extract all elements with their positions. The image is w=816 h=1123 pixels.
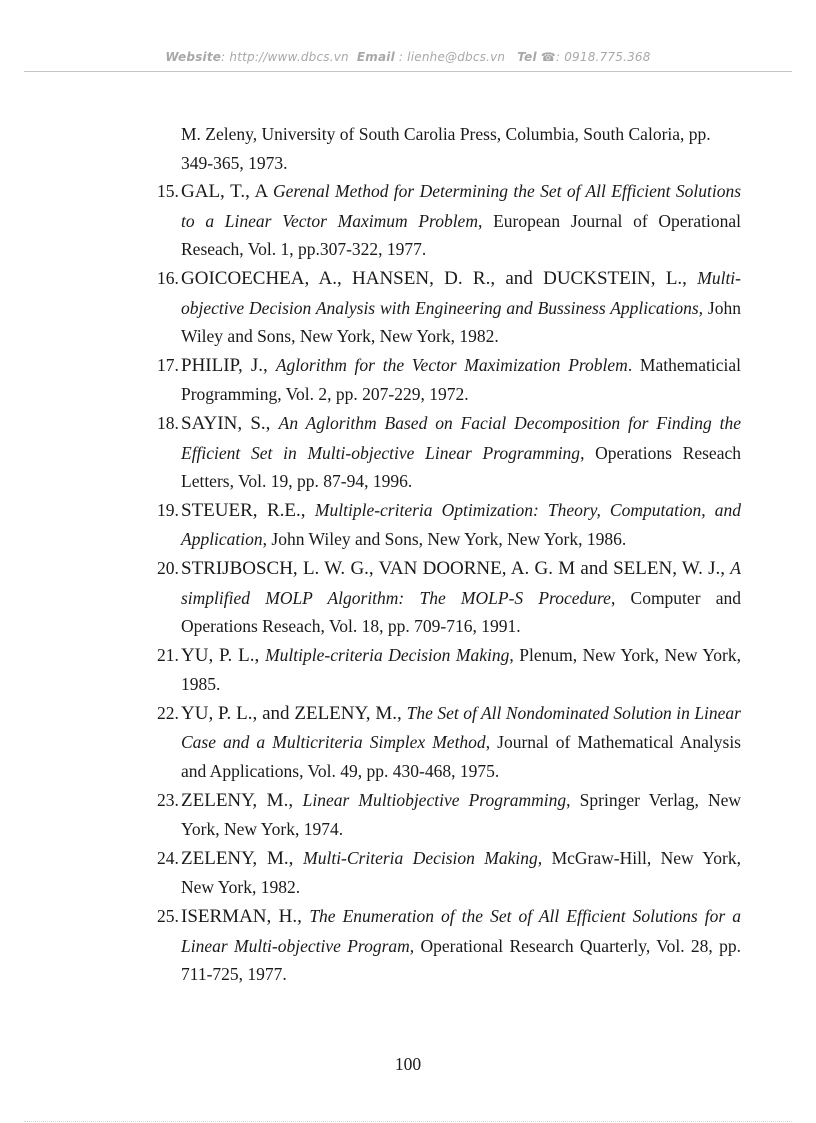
reference-details: , John Wiley and Sons, New York, New York, 1986. (262, 529, 627, 550)
reference-item (0, 264, 741, 351)
reference-authors: ISERMAN, H., (181, 906, 310, 928)
reference-authors: GOICOECHEA, A., HANSEN, D. R., and DUCKSTEIN, L., (181, 267, 698, 289)
reference-number: 17. (157, 354, 179, 375)
reference-title: Multi-Criteria Decision Making, (303, 847, 543, 868)
website-value: : http://www.dbcs.vn (221, 50, 349, 64)
reference-number: 19. (157, 499, 179, 520)
reference-title: Multiple-criteria Optimization: Theory, Computation, and Application (181, 499, 741, 550)
reference-title: The Enumeration of the Set of All Efficient Solutions for a Linear Multi-objective Program, (181, 906, 741, 956)
reference-number: 24. (157, 847, 179, 868)
reference-number: 20. (157, 557, 179, 578)
reference-item (0, 844, 741, 902)
reference-title: Linear Multiobjective Programming (302, 789, 567, 810)
reference-authors: GAL, T., A (181, 181, 273, 203)
reference-authors: ZELENY, M., (181, 789, 303, 811)
reference-details: , Journal of Mathematical Analysis and Applications, Vol. 49, pp. 430-468, 1975. (181, 732, 741, 782)
reference-number: 22. (157, 702, 179, 723)
reference-details: , Computer and Operations Reseach, Vol. 18, pp. 709-716, 1991. (181, 587, 741, 637)
reference-item (0, 554, 741, 641)
reference-number: 21. (157, 644, 179, 665)
reference-authors: STEUER, R.E., (181, 499, 315, 521)
reference-number: 16. (157, 267, 179, 288)
reference-item (0, 409, 741, 496)
reference-details: , Plenum, New York, New York, 1985. (181, 644, 742, 695)
tel-label: Tel (517, 50, 537, 64)
header-divider (24, 71, 792, 72)
reference-authors: PHILIP, J., (181, 354, 276, 376)
reference-authors: STRIJBOSCH, L. W. G., VAN DOORNE, A. G. M and SELEN, W. J., (181, 557, 731, 579)
reference-number: 18. (157, 412, 179, 433)
reference-title: Multiple-criteria Decision Making (265, 644, 510, 665)
reference-item (0, 351, 741, 409)
reference-details: . Mathematicial Programming, Vol. 2, pp. 207-229, 1972. (181, 354, 741, 405)
reference-item (0, 902, 741, 989)
email-label: Email (356, 50, 395, 64)
phone-icon: ☎ (540, 50, 556, 64)
reference-number: 23. (157, 789, 179, 810)
reference-authors: SAYIN, S., (181, 412, 279, 434)
reference-details: John Wiley and Sons, New York, New York, 1982. (181, 297, 741, 347)
reference-title: Multi-objective Decision Analysis with Engineering and Bussiness Applications, (181, 267, 741, 318)
page-header (0, 50, 816, 64)
website-label: Website (165, 50, 222, 64)
reference-title: The Set of All Nondominated Solution in Linear Case and a Multicriteria Simplex Method (181, 702, 741, 753)
reference-details: McGraw-Hill, New York, New York, 1982. (181, 847, 742, 898)
footer-divider (24, 1121, 792, 1122)
reference-title: A simplified MOLP Algorithm: The MOLP-S Procedure (181, 557, 741, 608)
page-number: 100 (394, 1054, 422, 1074)
reference-title: An Aglorithm Based on Facial Decomposition for Finding the Efficient Set in Multi-objective Linear Programming (181, 412, 742, 463)
reference-authors: ZELENY, M., (181, 847, 304, 869)
reference-item (0, 699, 741, 786)
reference-list (0, 120, 816, 989)
reference-authors: YU, P. L., (181, 644, 266, 666)
reference-title: Aglorithm for the Vector Maximization Problem (275, 354, 628, 375)
tel-value: : 0918.775.368 (555, 50, 651, 64)
reference-item (0, 786, 741, 844)
reference-authors: YU, P. L., and ZELENY, M., (181, 702, 407, 724)
reference-item (0, 641, 741, 699)
email-value: : lienhe@dbcs.vn (398, 50, 506, 64)
reference-item (0, 496, 741, 554)
reference-details: , Springer Verlag, New York, New York, 1974. (181, 789, 742, 840)
reference-title: Gerenal Method for Determining the Set of All Efficient Solutions to a Linear Vector Maximum Problem (181, 181, 742, 231)
reference-continuation: M. Zeleny, University of South Carolia Press, Columbia, South Caloria, pp. 349-365, 1973. (181, 124, 711, 173)
reference-number: 15. (157, 181, 179, 202)
reference-number: 25. (157, 906, 179, 927)
reference-details: , Operations Reseach Letters, Vol. 19, pp. 87-94, 1996. (181, 442, 741, 492)
reference-item (0, 177, 741, 264)
reference-details: Operational Research Quarterly, Vol. 28, pp. 711-725, 1977. (181, 935, 742, 985)
reference-details: , European Journal of Operational Reseach, Vol. 1, pp.307-322, 1977. (181, 210, 741, 260)
